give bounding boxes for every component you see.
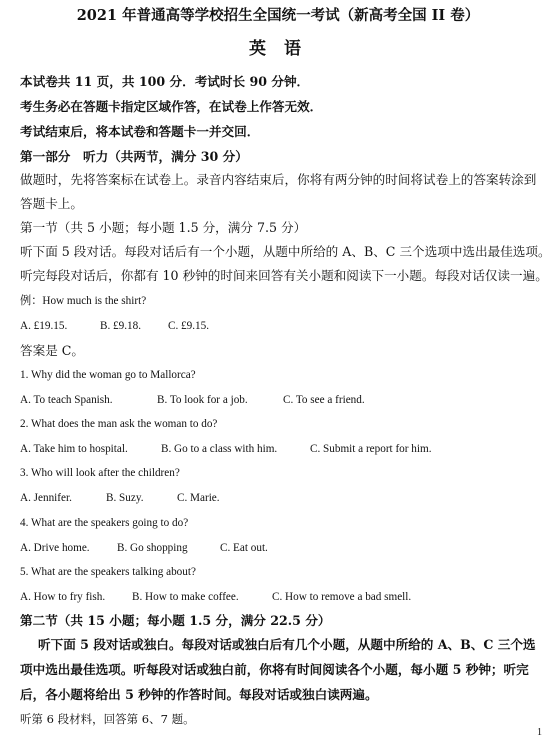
example-option-c: C. £9.15. (168, 320, 210, 332)
instruction-3: 考试结束后，将本试卷和答题卡一并交回． (20, 124, 260, 139)
section2-heading: 第二节（共 15 小题；每小题 1.5 分，满分 22.5 分） (20, 613, 331, 628)
question-3: 3. Who will look after the children? (20, 467, 180, 479)
q4-option-a: A. Drive home. (20, 542, 90, 554)
instruction-1: 本试卷共 11 页，共 100 分．考试时长 90 分钟． (20, 74, 310, 89)
q1-option-a: A. To teach Spanish. (20, 394, 113, 406)
q2-option-c: C. Submit a report for him. (310, 443, 432, 455)
instruction-2: 考生务必在答题卡指定区域作答，在试卷上作答无效． (20, 99, 323, 114)
section1-desc-line-2: 听完每段对话后，你都有 10 秒钟的时间来回答有关小题和阅读下一小题。每段对话仅读一遍。 (20, 268, 548, 283)
part1-heading: 第一部分 听力（共两节，满分 30 分） (20, 149, 248, 164)
example-options (20, 317, 542, 335)
q5-option-b: B. How to make coffee. (132, 591, 239, 603)
q2-option-b: B. Go to a class with him. (161, 443, 278, 455)
q4-option-c: C. Eat out. (220, 542, 268, 554)
section2-desc-line-3: 后，各小题将给出 5 秒钟的作答时间。每段对话或独白读两遍。 (20, 687, 378, 702)
section2-desc-line-2: 项中选出最佳选项。听每段对话或独白前，你将有时间阅读各个小题，每小题 5 秒钟；听完 (20, 662, 529, 677)
question-5-options (20, 588, 542, 606)
question-2-options (20, 440, 542, 458)
question-5: 5. What are the speakers talking about? (20, 566, 196, 578)
q5-option-c: C. How to remove a bad smell. (272, 591, 412, 603)
section2-material: 听第 6 段材料，回答第 6、7 题。 (20, 712, 195, 726)
q1-option-c: C. To see a friend. (283, 394, 365, 406)
q1-option-b: B. To look for a job. (157, 394, 248, 406)
q3-option-b: B. Suzy. (106, 492, 144, 504)
section1-heading: 第一节（共 5 小题；每小题 1.5 分，满分 7.5 分） (20, 220, 307, 235)
question-4-options (20, 539, 542, 557)
part1-intro-line-1: 做题时，先将答案标在试卷上。录音内容结束后，你将有两分钟的时间将试卷上的答案转涂到 (20, 172, 537, 187)
page-number: 1 (537, 727, 542, 738)
example-option-b: B. £9.18. (100, 320, 142, 332)
q5-option-a: A. How to fry fish. (20, 591, 106, 603)
question-3-options (20, 489, 542, 507)
section2-desc-line-1: 听下面 5 段对话或独白。每段对话或独白后有几个小题，从题中所给的 A、B、C 三个选 (38, 637, 536, 652)
q2-option-a: A. Take him to hospital. (20, 443, 128, 455)
example-question: 例：How much is the shirt? (20, 295, 147, 307)
q4-option-b: B. Go shopping (117, 542, 188, 554)
subject-title: 英 语 (249, 39, 307, 59)
exam-title: 2021 年普通高等学校招生全国统一考试（新高考全国 II 卷） (76, 7, 480, 24)
question-2: 2. What does the man ask the woman to do? (20, 418, 218, 430)
question-1-options (20, 391, 542, 409)
question-4: 4. What are the speakers going to do? (20, 517, 189, 529)
question-1: 1. Why did the woman go to Mallorca? (20, 369, 196, 381)
part1-intro-line-2: 答题卡上。 (20, 196, 83, 211)
example-answer: 答案是 C。 (20, 343, 85, 358)
example-option-a: A. £19.15. (20, 320, 68, 332)
section1-desc-line-1: 听下面 5 段对话。每段对话后有一个小题，从题中所给的 A、B、C 三个选项中选出最佳选项。 (20, 244, 551, 259)
q3-option-a: A. Jennifer. (20, 492, 72, 504)
q3-option-c: C. Marie. (177, 492, 220, 504)
